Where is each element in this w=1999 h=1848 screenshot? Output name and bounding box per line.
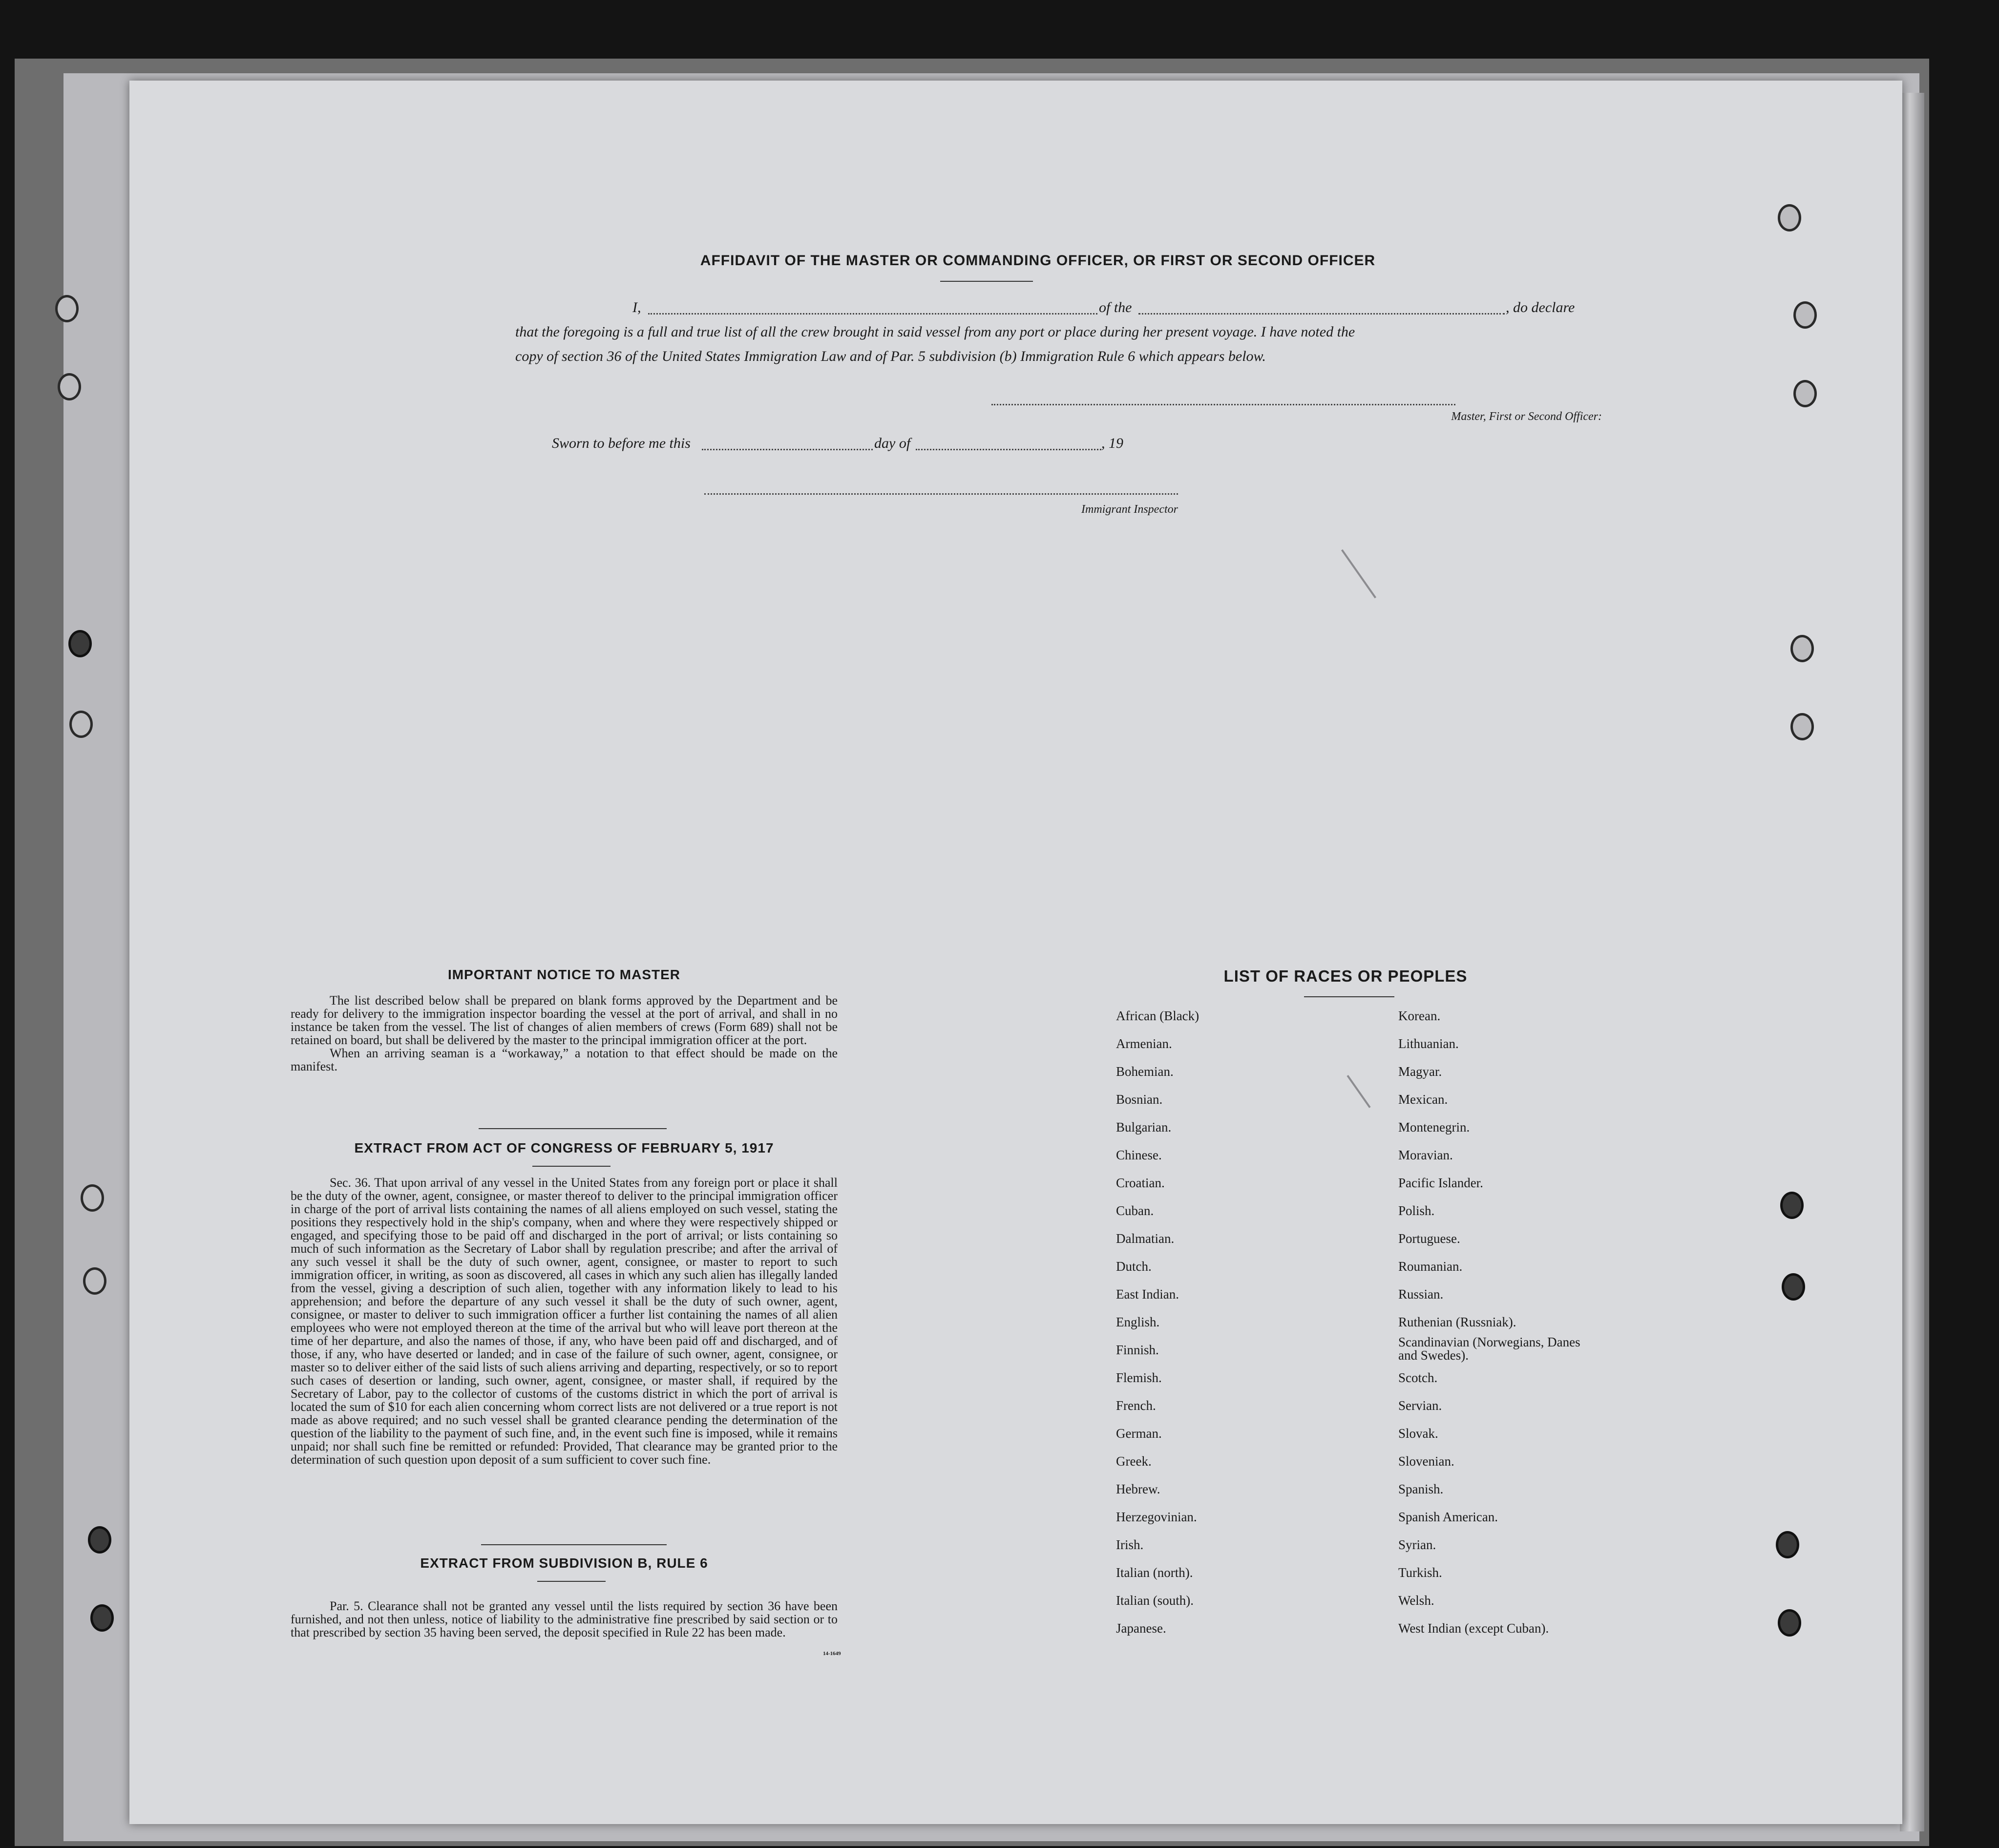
race-item: Greek. xyxy=(1116,1454,1152,1469)
affidavit-line1-end: , do declare xyxy=(1506,299,1575,315)
master-signature-label: Master, First or Second Officer: xyxy=(1451,410,1602,423)
notice-divider xyxy=(479,1128,667,1129)
race-item: West Indian (except Cuban). xyxy=(1398,1621,1549,1636)
sworn-year: , 19 xyxy=(1101,435,1123,451)
race-item: Spanish. xyxy=(1398,1482,1444,1496)
rule-extract-title: EXTRACT FROM SUBDIVISION B, RULE 6 xyxy=(420,1555,708,1571)
act-title-underline xyxy=(532,1166,610,1167)
race-item: Moravian. xyxy=(1398,1148,1453,1162)
race-item: Bohemian. xyxy=(1116,1064,1174,1079)
binder-hole xyxy=(1778,1609,1801,1637)
sworn-mid: day of xyxy=(874,435,911,451)
fold-mark xyxy=(1341,549,1376,599)
race-item: Bulgarian. xyxy=(1116,1120,1172,1134)
race-item: Hebrew. xyxy=(1116,1482,1160,1496)
race-item: East Indian. xyxy=(1116,1287,1179,1302)
race-item: Italian (north). xyxy=(1116,1565,1193,1580)
binder-hole xyxy=(1790,635,1814,662)
act-extract-text: Sec. 36. That upon arrival of any vessel in the United States from any foreign port or place it shall be the duty of the owner, agent, consignee, or master thereof to deliver to the principal immigration officer in charge of the port of arrival lists containing the names of all aliens employed on such vessel, stating the positions they respectively hold in the ship's company, when and where they were respectively shipped or engaged, and specifying those to be paid off and discharged in the port of arrival; or lists containing so much of such information as the Secretary of Labor shall by regulation prescribe; and after the arrival of any such vessel it shall be the duty of such owner, agent, consignee, or master to report to such immigration officer, in writing, as soon as discovered, all cases in which any such alien has illegally landed from the vessel, giving a description of such alien, together with any information likely to lead to his apprehension; and before the departure of any such vessel it shall be the duty of such owner, agent, consignee, or master to deliver to such immigration officer a further list containing the names of all alien employees who were not employed thereon at the time of the arrival but who will leave port thereon at the time of her departure, and also the names of those, if any, who have been paid off and discharged, and of those, if any, who have deserted or landed; and in case of the failure of such owner, agent, consignee, or master so to deliver either of the said lists of such aliens arriving and departing, respectively, or so to report such cases of desertion or landing, such owner, agent, consignee, or master shall, if required by the Secretary of Labor, pay to the collector of customs of the customs district in which the port of arrival is located the sum of $10 for each alien concerning whom correct lists are not delivered or a true report is not made as above required; and no such vessel shall be granted clearance pending the determination of the question of the liability to the payment of such fine, and, in the event such fine is imposed, while it remains unpaid; nor shall such fine be remitted or refunded: Provided, That clearance may be granted prior to the determination of such question upon deposit of a sum sufficient to cover such fine. xyxy=(291,1176,838,1467)
notice-body xyxy=(291,994,838,1073)
affidavit-line1-start: I, xyxy=(632,299,641,315)
binder-hole xyxy=(1776,1531,1799,1558)
race-item: Pacific Islander. xyxy=(1398,1176,1483,1190)
race-item: Lithuanian. xyxy=(1398,1036,1459,1051)
races-title-underline xyxy=(1304,996,1394,997)
affidavit-title: AFFIDAVIT OF THE MASTER OR COMMANDING OFFICER, OR FIRST OR SECOND OFFICER xyxy=(700,252,1376,269)
race-item: African (Black) xyxy=(1116,1008,1199,1023)
race-item: Cuban. xyxy=(1116,1203,1154,1218)
binder-hole xyxy=(1793,301,1817,329)
act-extract-title: EXTRACT FROM ACT OF CONGRESS OF FEBRUARY 5, 1917 xyxy=(354,1140,774,1155)
race-item: Japanese. xyxy=(1116,1621,1166,1636)
name-field[interactable] xyxy=(648,313,1097,315)
race-item: Slovenian. xyxy=(1398,1454,1454,1469)
notice-para-1: The list described below shall be prepared on blank forms approved by the Department and be ready for delivery to the immigration inspector boarding the vessel at the port of arrival, and shall in no instance be taken from the vessel. The list of changes of alien members of crews (Form 689) shall not be retained on board, but shall be delivered by the master to the principal immigration officer at the port. xyxy=(291,993,838,1047)
race-item: Korean. xyxy=(1398,1008,1441,1023)
notice-para-2: When an arriving seaman is a “workaway,” a notation to that effect should be made on the manifest. xyxy=(291,1046,838,1073)
race-item: Servian. xyxy=(1398,1398,1442,1413)
act-divider xyxy=(481,1544,667,1545)
title-underline xyxy=(940,281,1033,282)
binder-hole xyxy=(1793,380,1817,407)
race-item: Herzegovinian. xyxy=(1116,1510,1197,1524)
race-item: Irish. xyxy=(1116,1537,1144,1552)
race-item: Ruthenian (Russniak). xyxy=(1398,1315,1516,1329)
race-item: Italian (south). xyxy=(1116,1593,1194,1608)
fold-mark xyxy=(1347,1075,1370,1108)
race-item: Russian. xyxy=(1398,1287,1444,1302)
binder-hole xyxy=(83,1267,106,1295)
sworn-start: Sworn to before me this xyxy=(552,435,691,451)
race-item: Montenegrin. xyxy=(1398,1120,1470,1134)
binder-hole xyxy=(1780,1192,1804,1219)
race-item: Dalmatian. xyxy=(1116,1231,1175,1246)
races-title: LIST OF RACES OR PEOPLES xyxy=(1223,967,1468,985)
manifest-page xyxy=(129,81,1902,1824)
master-signature-field[interactable] xyxy=(991,404,1455,405)
binder-hole xyxy=(81,1184,104,1212)
race-item: Magyar. xyxy=(1398,1064,1442,1079)
inspector-signature-field[interactable] xyxy=(704,493,1178,495)
affidavit-line3: copy of section 36 of the United States Immigration Law and of Par. 5 subdivision (b) Immigration Rule 6 which appears below. xyxy=(515,348,1266,364)
race-item: Roumanian. xyxy=(1398,1259,1463,1274)
race-item: Portuguese. xyxy=(1398,1231,1460,1246)
sworn-month-field[interactable] xyxy=(916,449,1101,450)
sworn-day-field[interactable] xyxy=(702,449,873,450)
binder-hole xyxy=(69,711,93,738)
race-item: Spanish American. xyxy=(1398,1510,1498,1524)
form-number: 14-1649 xyxy=(823,1651,841,1657)
inspector-label: Immigrant Inspector xyxy=(1081,503,1178,516)
binder-hole xyxy=(68,630,92,657)
binder-hole xyxy=(88,1526,111,1554)
race-item: Scandinavian (Norwegians, Danes and Swedes). xyxy=(1398,1335,1580,1363)
race-item: Bosnian. xyxy=(1116,1092,1163,1107)
race-item: Armenian. xyxy=(1116,1036,1172,1051)
race-item: Mexican. xyxy=(1398,1092,1448,1107)
race-item: Finnish. xyxy=(1116,1343,1159,1357)
race-item: Chinese. xyxy=(1116,1148,1162,1162)
race-item: Dutch. xyxy=(1116,1259,1152,1274)
rule-title-underline xyxy=(537,1581,606,1582)
notice-title: IMPORTANT NOTICE TO MASTER xyxy=(447,967,681,982)
race-item: Flemish. xyxy=(1116,1370,1162,1385)
binder-hole xyxy=(1778,204,1801,231)
race-item: Slovak. xyxy=(1398,1426,1438,1441)
race-item: English. xyxy=(1116,1315,1160,1329)
binder-hole xyxy=(58,373,81,400)
binder-hole xyxy=(55,295,79,322)
race-item: Scotch. xyxy=(1398,1370,1438,1385)
affidavit-line1-mid: of the xyxy=(1099,299,1132,315)
race-item: Polish. xyxy=(1398,1203,1435,1218)
rule-extract-text: Par. 5. Clearance shall not be granted any vessel until the lists required by section 36 have been furnished, and not then unless, notice of liability to the administrative fine prescribed by said section or to that prescribed by section 35 having been served, the deposit specified in Rule 22 has been made. xyxy=(291,1599,838,1639)
race-item: Welsh. xyxy=(1398,1593,1434,1608)
binder-hole xyxy=(90,1604,114,1632)
race-item: Turkish. xyxy=(1398,1565,1442,1580)
affidavit-line2: that the foregoing is a full and true list of all the crew brought in said vessel from any port or place during her present voyage. I have noted the xyxy=(515,324,1355,340)
binder-hole xyxy=(1782,1273,1805,1301)
race-item: French. xyxy=(1116,1398,1156,1413)
race-item: German. xyxy=(1116,1426,1162,1441)
binder-hole xyxy=(1790,713,1814,740)
race-item: Croatian. xyxy=(1116,1176,1165,1190)
race-item: Syrian. xyxy=(1398,1537,1436,1552)
vessel-field[interactable] xyxy=(1138,313,1505,315)
page-stack-edge xyxy=(1900,93,1924,1831)
